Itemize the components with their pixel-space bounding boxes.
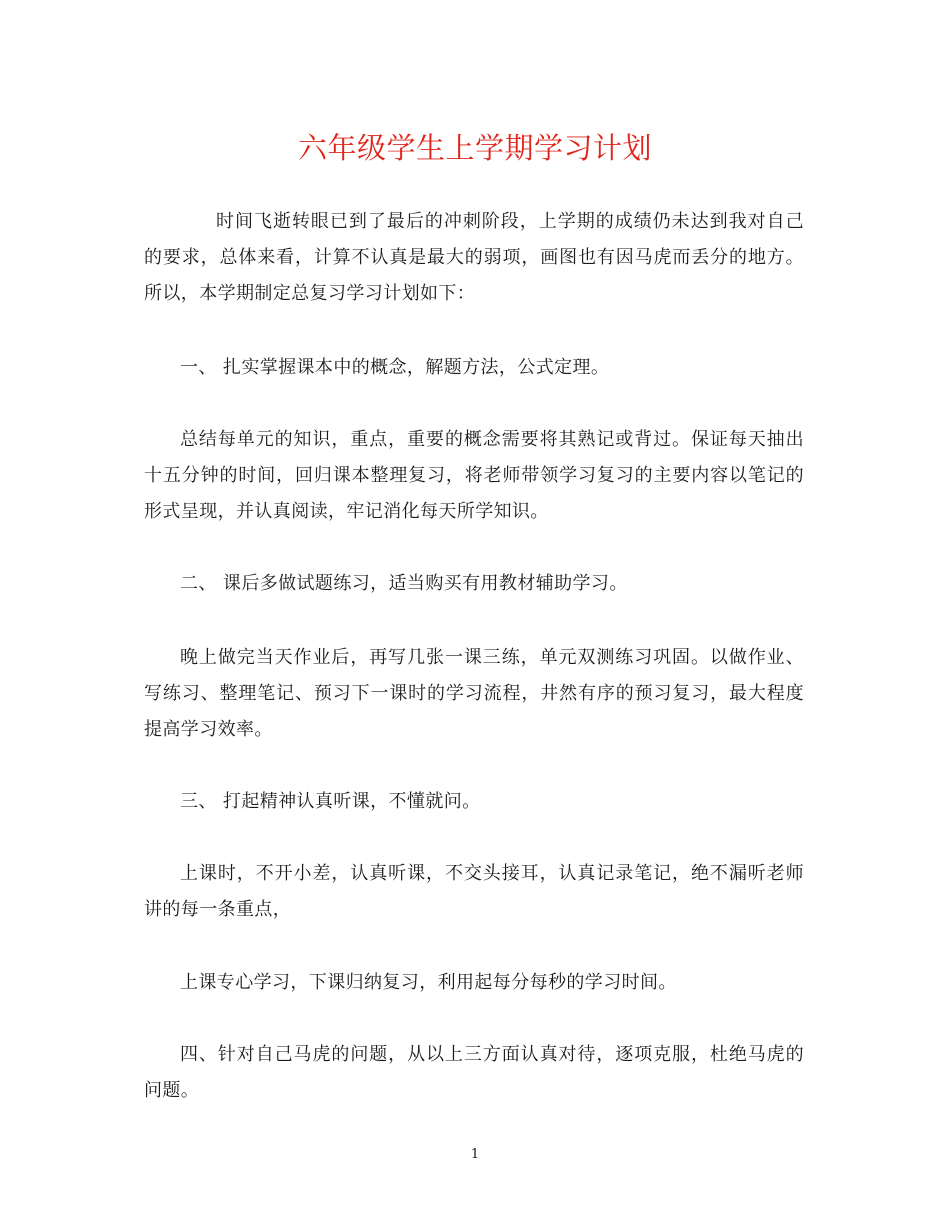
paragraph-section-4: 四、针对自己马虎的问题，从以上三方面认真对待，逐项克服，杜绝马虎的问题。 <box>144 1044 804 1101</box>
paragraph-section-1: 总结每单元的知识，重点，重要的概念需要将其熟记或背过。保证每天抽出十五分钟的时间，回归课本整理复习，将老师带领学习复习的主要内容以笔记的形式呈现，并认真阅读，牢记消化每天所学知识。 <box>144 429 804 522</box>
section-heading-1: 一、 扎实掌握课本中的概念，解题方法，公式定理。 <box>180 357 610 378</box>
page-number: 1 <box>470 1147 480 1162</box>
paragraph-section-2: 晚上做完当天作业后，再写几张一课三练，单元双测练习巩固。以做作业、写练习、整理笔记、预习下一课时的学习流程，井然有序的预习复习，最大程度提高学习效率。 <box>144 647 804 740</box>
section-heading-3: 三、 打起精神认真听课，不懂就问。 <box>180 791 481 812</box>
section-heading-2: 二、 课后多做试题练习，适当购买有用教材辅助学习。 <box>180 573 628 594</box>
paragraph-intro: 时间飞逝转眼已到了最后的冲刺阶段，上学期的成绩仍未达到我对自己的要求，总体来看，计算不认真是最大的弱项，画图也有因马虎而丢分的地方。所以，本学期制定总复习学习计划如下： <box>144 211 804 304</box>
paragraph-section-3-continued: 上课专心学习，下课归纳复习，利用起每分每秒的学习时间。 <box>180 972 677 993</box>
page-title: 六年级学生上学期学习计划 <box>297 131 652 165</box>
paragraph-section-3: 上课时，不开小差，认真听课，不交头接耳，认真记录笔记，绝不漏听老师讲的每一条重点， <box>144 863 804 920</box>
